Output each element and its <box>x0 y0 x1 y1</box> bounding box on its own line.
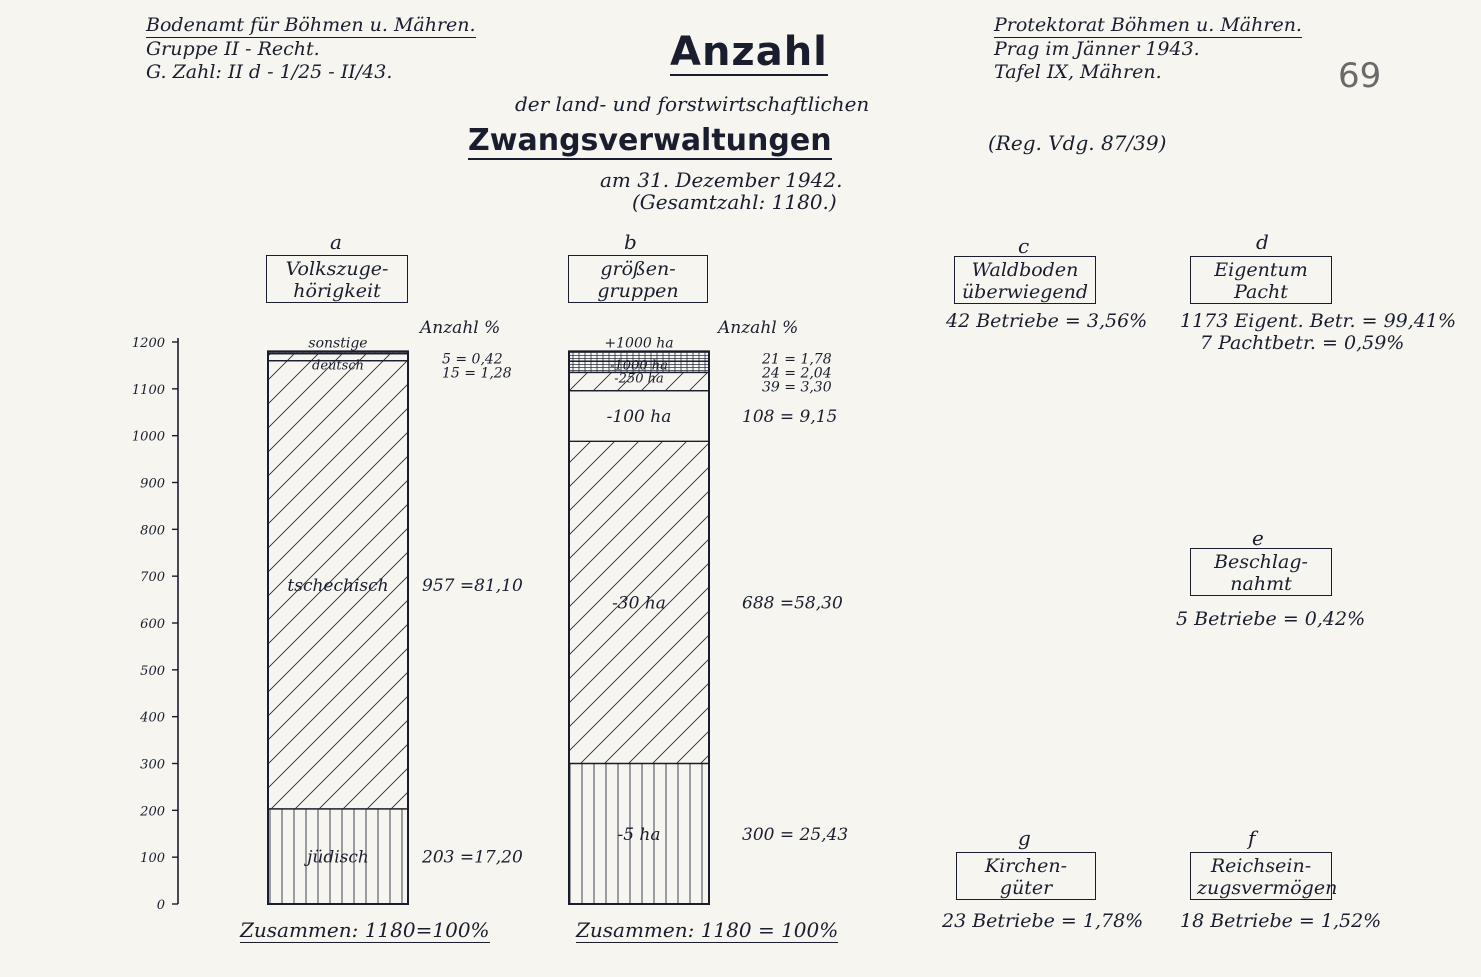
box-f <box>1190 852 1338 900</box>
box-e-stat: 5 Betriebe = 0,42% <box>1176 608 1366 630</box>
column-b-segment-value: 39 = 3,30 <box>762 379 832 396</box>
page-number: 69 <box>1338 56 1382 96</box>
y-tick-label: 200 <box>140 804 165 820</box>
box-f-label: Reichsein-zugsvermögen <box>1197 855 1338 899</box>
column-a-segment-label: jüdisch <box>307 847 369 868</box>
header-left-line-3: G. Zahl: II d - 1/25 - II/43. <box>146 61 393 83</box>
box-g-stat: 23 Betriebe = 1,78% <box>942 910 1144 932</box>
title-line-3-suffix: (Reg. Vdg. 87/39) <box>988 131 1167 155</box>
box-c-label: Waldboden überwiegend <box>961 259 1089 303</box>
y-tick-label: 1100 <box>131 382 165 398</box>
column-a-bars <box>268 335 523 904</box>
column-a-label: Volkszuge-hörigkeit <box>285 258 389 302</box>
y-axis <box>132 336 178 913</box>
column-a-segment-value: 5 = 0,42 <box>442 351 503 368</box>
y-tick-label: 300 <box>140 757 165 773</box>
box-d-stat-1: 1173 Eigent. Betr. = 99,41% <box>1180 310 1457 332</box>
box-g-letter: g <box>1018 826 1031 850</box>
title-main: Anzahl <box>670 29 828 75</box>
header-left-line-1: Bodenamt für Böhmen u. Mähren. <box>146 14 476 36</box>
column-b-segment-label: -5 ha <box>617 824 661 845</box>
column-b-segment-label: -30 ha <box>612 593 666 614</box>
box-d-stat-2: 7 Pachtbetr. = 0,59% <box>1200 332 1405 354</box>
y-tick-label: 600 <box>140 617 165 632</box>
column-b-segment-value: 21 = 1,78 <box>762 351 832 368</box>
title-line-4: am 31. Dezember 1942. <box>600 168 843 192</box>
box-c-letter: c <box>1018 234 1030 258</box>
header-right-line-2: Prag im Jänner 1943. <box>994 38 1200 60</box>
column-a-segment-value: 15 = 1,28 <box>442 365 512 382</box>
title-line-5: (Gesamtzahl: 1180.) <box>632 190 837 214</box>
y-tick-label: 700 <box>140 570 165 586</box>
column-a-segment-label: sonstige <box>308 335 368 352</box>
column-b-total: Zusammen: 1180 = 100% <box>576 918 839 942</box>
box-c-stat: 42 Betriebe = 3,56% <box>946 310 1148 332</box>
y-tick-label: 800 <box>140 523 165 539</box>
column-b-letter: b <box>624 230 637 254</box>
column-a-header: Anzahl % <box>420 318 501 338</box>
column-a-segment-value: 957 =81,10 <box>422 575 523 596</box>
column-a-letter: a <box>330 230 342 254</box>
box-d-label: Eigentum Pacht <box>1214 259 1308 303</box>
header-right-line-1: Protektorat Böhmen u. Mähren. <box>994 14 1302 36</box>
title-line-3: Zwangsverwaltungen <box>468 123 832 158</box>
box-e-label: Beschlag-nahmt <box>1214 551 1308 595</box>
box-d-letter: d <box>1256 230 1269 254</box>
column-a-segment-label: tschechisch <box>287 575 389 596</box>
y-tick-label: 500 <box>140 663 165 679</box>
column-b-segment-value: 108 = 9,15 <box>742 406 838 427</box>
box-e-letter: e <box>1252 526 1264 550</box>
column-b-header: Anzahl % <box>718 318 799 338</box>
column-b-label: größen-gruppen <box>597 258 679 302</box>
column-b-segment-label: -250 ha <box>614 371 664 387</box>
box-g <box>956 852 1096 900</box>
column-a-segment-label: deutsch <box>312 358 364 374</box>
box-e <box>1190 548 1332 596</box>
column-a-total: Zusammen: 1180=100% <box>240 918 490 942</box>
y-tick-label: 1200 <box>131 336 165 351</box>
column-b-bars <box>569 335 848 904</box>
y-tick-label: 400 <box>140 710 165 726</box>
box-f-stat: 18 Betriebe = 1,52% <box>1180 910 1382 932</box>
box-c <box>954 256 1096 304</box>
title-line-2: der land- und forstwirtschaftlichen <box>515 92 870 116</box>
column-a-segment-value: 203 =17,20 <box>422 847 523 868</box>
column-b-segment-label: -1000 ha <box>610 358 668 374</box>
box-g-label: Kirchen-güter <box>984 855 1068 899</box>
header-left-line-2: Gruppe II - Recht. <box>146 38 320 60</box>
column-b-segment-value: 24 = 2,04 <box>762 365 832 382</box>
y-tick-label: 100 <box>140 851 165 867</box>
y-tick-label: 1000 <box>131 429 165 445</box>
header-right-line-3: Tafel IX, Mähren. <box>994 61 1162 83</box>
y-tick-label: 0 <box>156 898 165 913</box>
column-b-segment-value: 688 =58,30 <box>742 593 843 614</box>
column-b-segment-label: +1000 ha <box>604 335 674 352</box>
box-f-letter: f <box>1248 826 1256 850</box>
column-b-segment-label: -100 ha <box>606 406 672 427</box>
y-tick-label: 900 <box>140 476 165 492</box>
box-d <box>1190 256 1332 304</box>
column-b-segment-value: 300 = 25,43 <box>742 824 849 845</box>
